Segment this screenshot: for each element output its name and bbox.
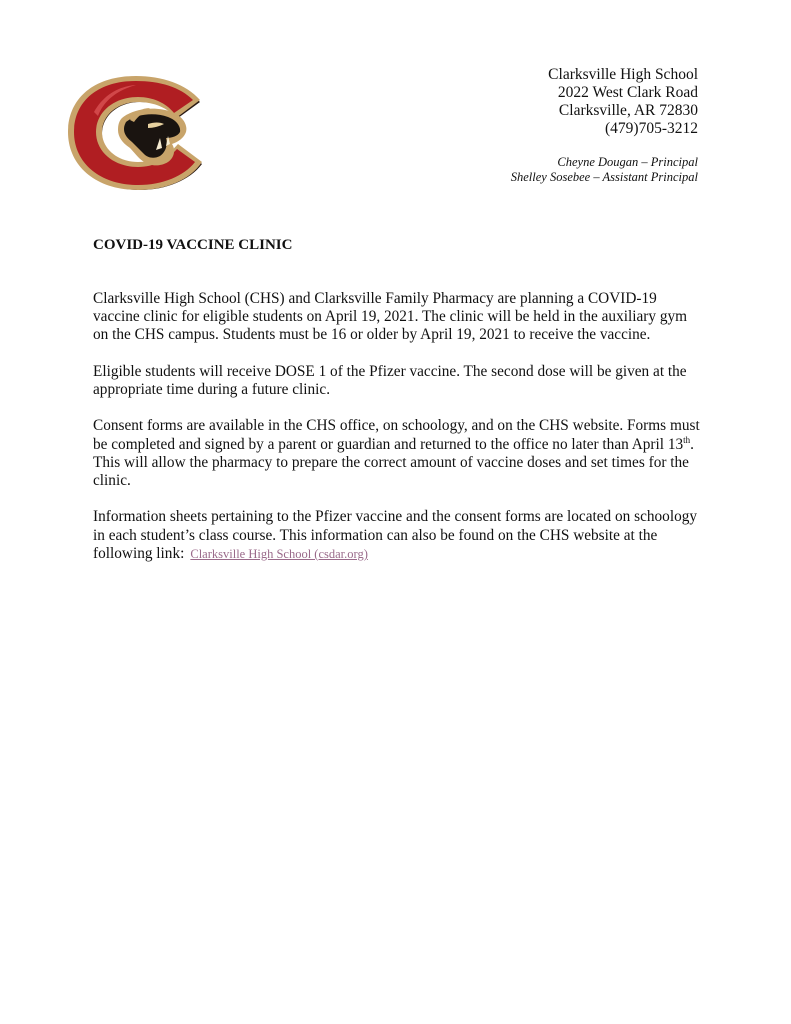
staff-list: [511, 155, 698, 185]
city-state-zip: Clarksville, AR 72830: [558, 102, 698, 119]
consent-text-end: . This will allow the pharmacy to prepare the correct amount of vaccine doses and set times for the clinic.: [93, 435, 694, 489]
website-link[interactable]: Clarksville High School (csdar.org): [190, 546, 368, 561]
consent-text-start: Consent forms are available in the CHS office, on schoology, and on the CHS website. Forms must be completed and signed by a parent or guardian and returned to the office no later than April 13: [93, 417, 700, 453]
document-title: COVID-19 VACCINE CLINIC: [93, 237, 293, 253]
panther-c-logo-icon: [64, 72, 206, 192]
paragraph-information-sheets: [93, 508, 703, 563]
date-suffix: th: [683, 434, 691, 445]
assistant-principal-line: Shelley Sosebee – Assistant Principal: [510, 170, 698, 184]
phone-number: (479)705-3212: [605, 120, 698, 137]
principal-line: Cheyne Dougan – Principal: [557, 155, 698, 169]
paragraph-dose-info: Eligible students will receive DOSE 1 of the Pfizer vaccine. The second dose will be given at the appropriate time during a future clinic.: [93, 362, 687, 398]
paragraph-consent-forms: [93, 417, 703, 490]
paragraph-clinic-plan: Clarksville High School (CHS) and Clarksville Family Pharmacy are planning a COVID-19 vaccine clinic for eligible students on April 19, 2021. The clinic will be held in the auxiliary gym on the CHS campus. Students must be 16 or older by April 19, 2021 to receive the vaccine.: [93, 290, 688, 344]
school-address: [548, 66, 698, 138]
street-address: 2022 West Clark Road: [557, 84, 698, 101]
school-name: Clarksville High School: [548, 66, 698, 83]
document-body: [93, 290, 703, 581]
info-text: Information sheets pertaining to the Pfizer vaccine and the consent forms are located on schoology in each student’s class course. This information can also be found on the CHS website at the following link:: [93, 508, 698, 562]
